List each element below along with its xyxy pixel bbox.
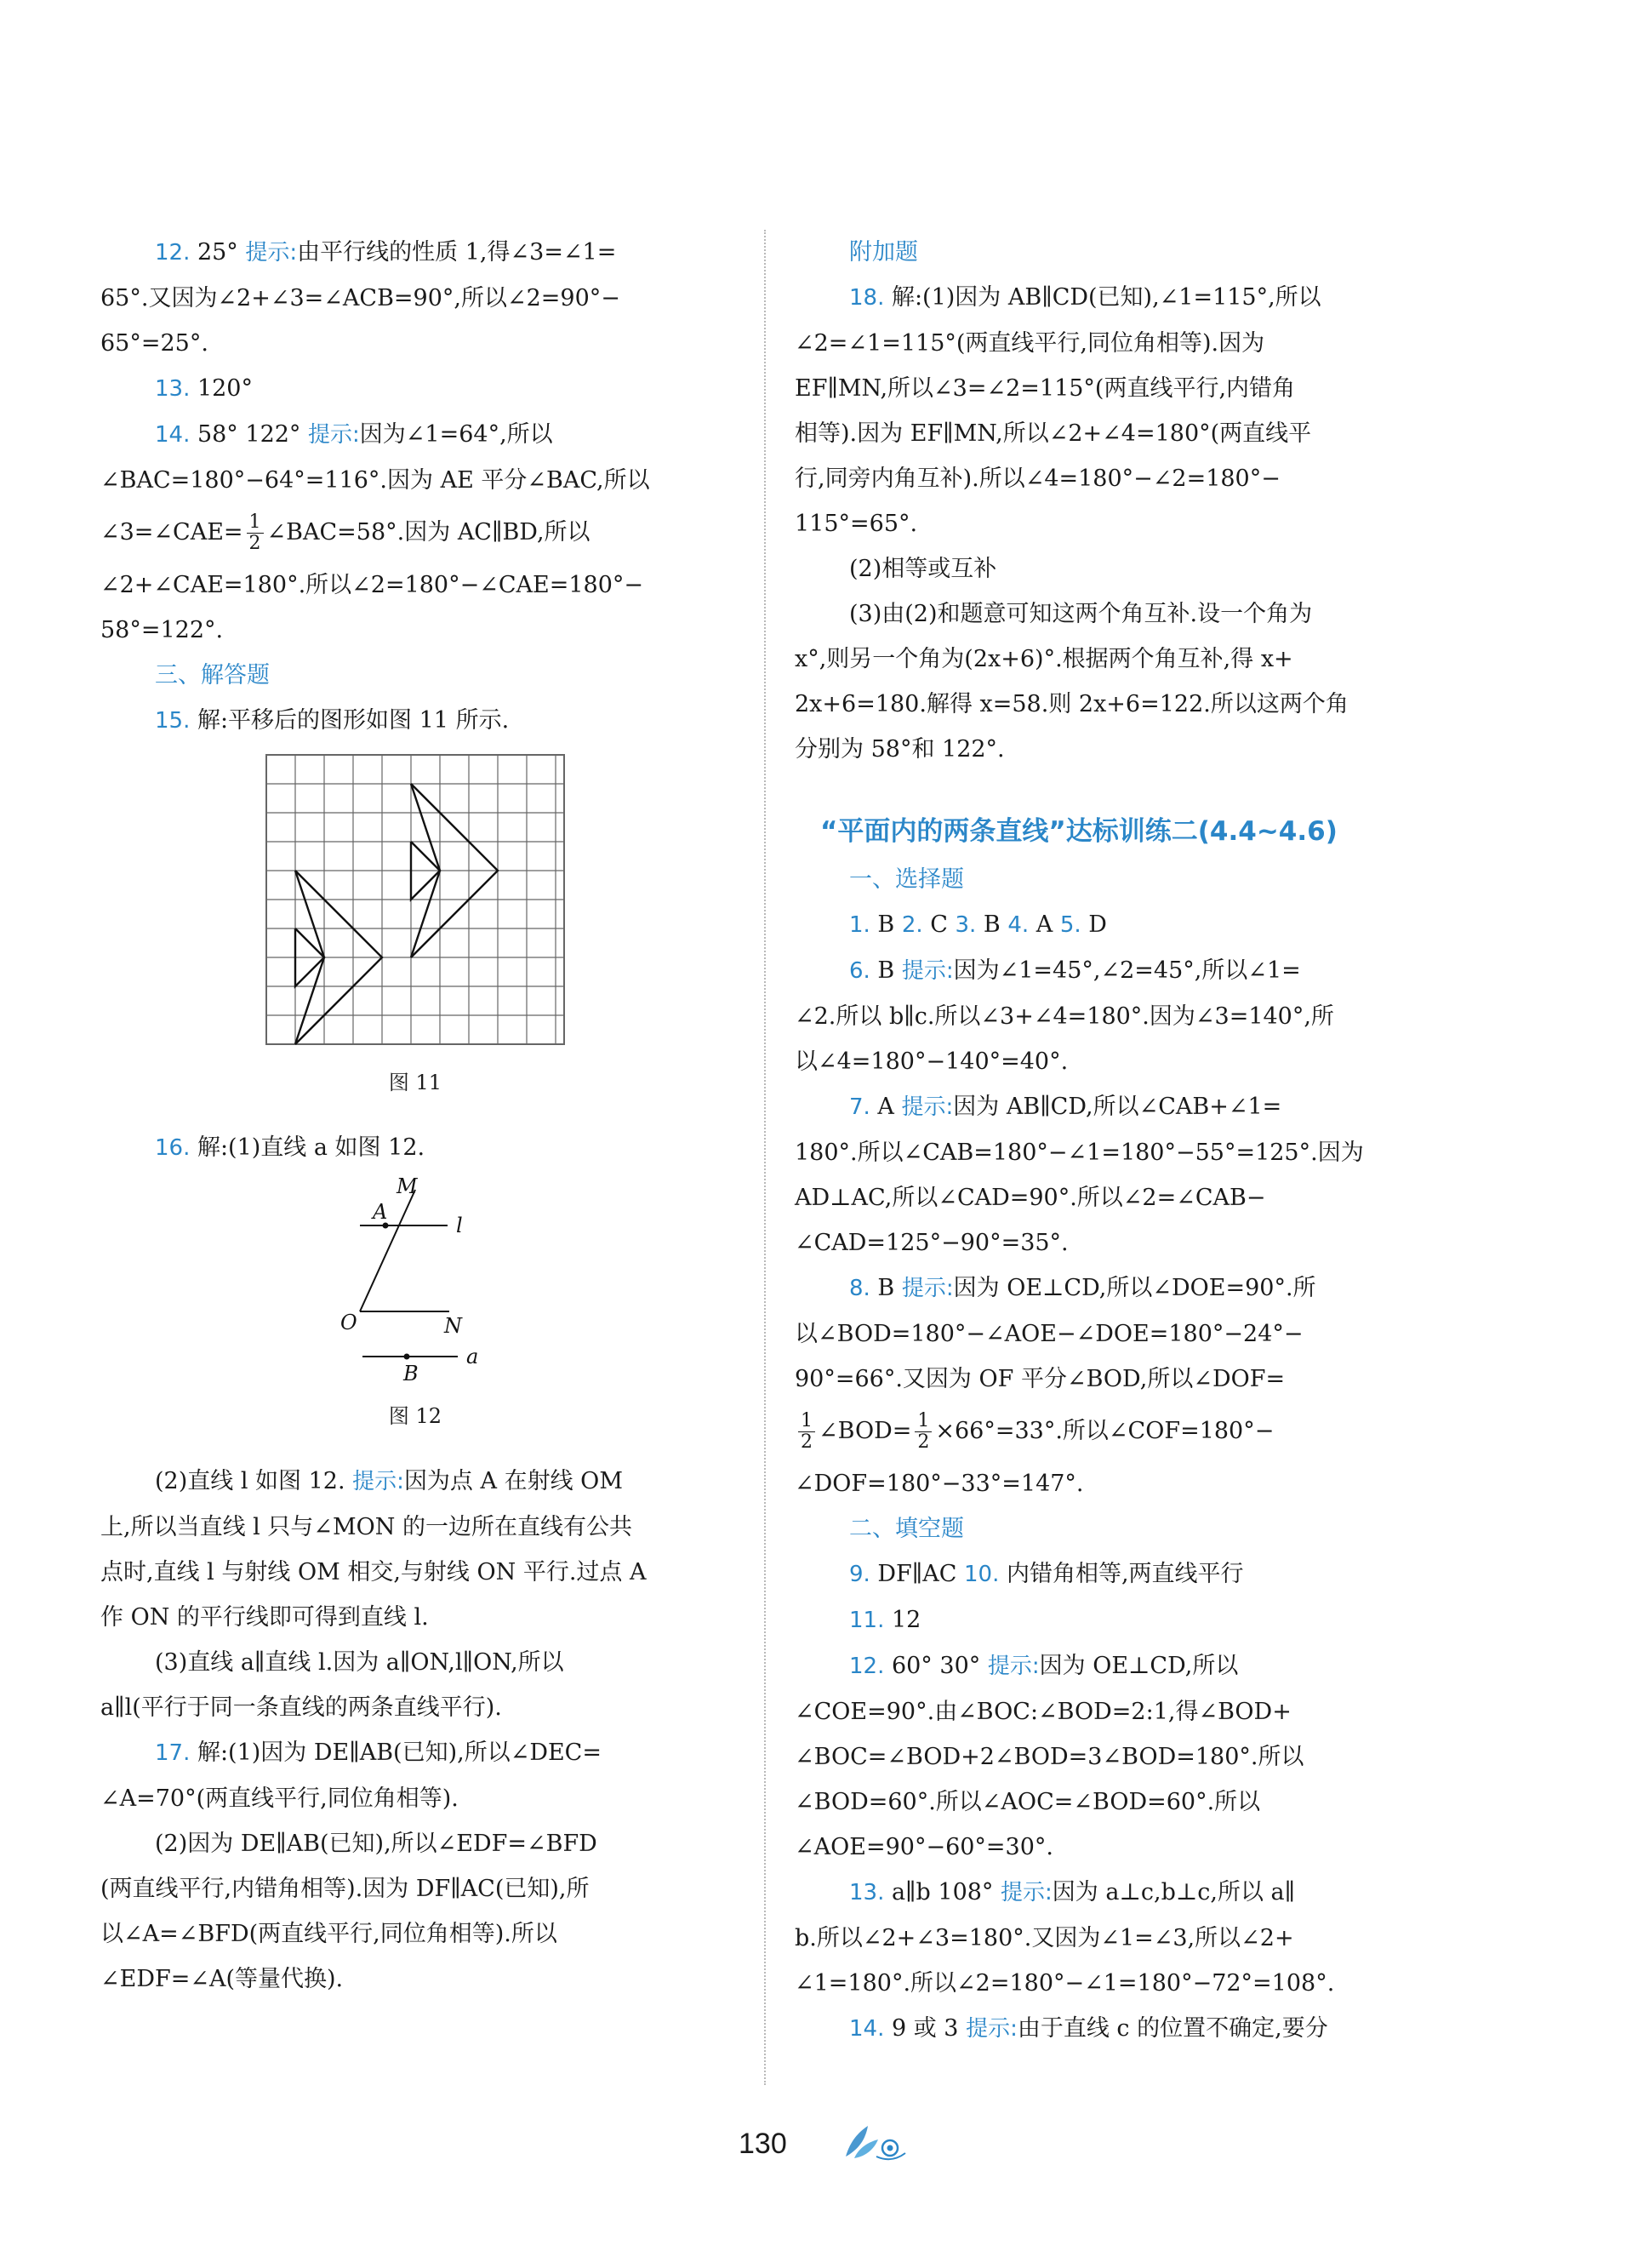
answer-r7-line4: ∠CAD=125°−90°=35°. [795, 1230, 1069, 1256]
grid-translation-figure [262, 751, 568, 1057]
answer-18-part3-line2: x°,则另一个角为(2x+6)°.根据两个角互补,得 x+ [795, 646, 1293, 672]
answer-18: 18. 解:(1)因为 AB∥CD(已知),∠1=115°,所以 [849, 284, 1321, 311]
choice-answers: 1. B 2. C 3. B 4. A 5. D [849, 911, 1107, 938]
section-heading-extra: 附加题 [849, 239, 918, 266]
section-heading-choice: 一、选择题 [849, 866, 964, 893]
answer-16-part3: (3)直线 a∥直线 l.因为 a∥ON,l∥ON,所以 [155, 1649, 564, 1676]
figure-12 [100, 1171, 730, 1396]
answer-r8-line2: 以∠BOD=180°−∠AOE−∠DOE=180°−24°− [795, 1321, 1304, 1347]
fraction-half: $\frac{1}{2}$ [247, 512, 264, 554]
answer-r8-line4: $\frac{1}{2}$ ∠BOD= $\frac{1}{2}$ ×66°=33°.所以∠COF=180°− [795, 1402, 1428, 1461]
answer-r8: 8. B 提示:因为 OE⊥CD,所以∠DOE=90°.所 [849, 1275, 1316, 1301]
section-title: “平面内的两条直线”达标训练二(4.4~4.6) [820, 816, 1338, 847]
answer-14-line4: ∠2+∠CAE=180°.所以∠2=180°−∠CAE=180°− [100, 572, 644, 598]
answer-18-line5: 行,同旁内角互补).所以∠4=180°−∠2=180°− [795, 466, 1281, 492]
fraction-half: $\frac{1}{2}$ [915, 1411, 932, 1453]
answer-15: 15. 解:平移后的图形如图 11 所示. [155, 707, 510, 734]
figure-12-caption: 图 12 [388, 1404, 442, 1428]
answer-12-line2: 65°.又因为∠2+∠3=∠ACB=90°,所以∠2=90°− [100, 285, 620, 311]
answer-12-line3: 65°=25°. [100, 330, 208, 357]
lines-figure [288, 1171, 543, 1392]
ray-om [360, 1190, 415, 1311]
label-m: M [397, 1174, 418, 1198]
answer-r8-line3: 90°=66°.又因为 OF 平分∠BOD,所以∠DOF= [795, 1366, 1286, 1392]
answer-16-part2-line3: 点时,直线 l 与射线 OM 相交,与射线 ON 平行.过点 A [100, 1559, 647, 1585]
answer-16-part2: (2)直线 l 如图 12. 提示:因为点 A 在射线 OM [155, 1468, 623, 1494]
answer-r12-line3: ∠BOC=∠BOD+2∠BOD=3∠BOD=180°.所以 [795, 1744, 1304, 1770]
answer-16: 16. 解:(1)直线 a 如图 12. [155, 1134, 425, 1161]
label-b: B [403, 1362, 419, 1385]
answer-r13-line3: ∠1=180°.所以∠2=180°−∠1=180°−72°=108°. [795, 1970, 1335, 1997]
right-column [795, 230, 1428, 2052]
answer-r12-line4: ∠BOD=60°.所以∠AOC=∠BOD=60°.所以 [795, 1789, 1261, 1815]
answer-18-part3: (3)由(2)和题意可知这两个角互补.设一个角为 [849, 601, 1313, 627]
answer-r6-line3: 以∠4=180°−140°=40°. [795, 1048, 1069, 1075]
answer-16-part2-line2: 上,所以当直线 l 只与∠MON 的一边所在直线有公共 [100, 1514, 632, 1540]
answer-r9-r10: 9. DF∥AC 10. 内错角相等,两直线平行 [849, 1561, 1244, 1587]
label-l: l [456, 1214, 463, 1237]
answer-r12-line5: ∠AOE=90°−60°=30°. [795, 1834, 1053, 1860]
answer-r7-line2: 180°.所以∠CAB=180°−∠1=180°−55°=125°.因为 [795, 1140, 1364, 1166]
answer-r14: 14. 9 或 3 提示:由于直线 c 的位置不确定,要分 [849, 2015, 1328, 2042]
point-b-dot [404, 1354, 410, 1360]
leaf-ornament-icon [842, 2122, 910, 2165]
label-o: O [340, 1311, 357, 1334]
figure-11-caption: 图 11 [388, 1071, 442, 1094]
label-a-point: A [373, 1200, 388, 1224]
answer-14: 14. 58° 122° 提示:因为∠1=64°,所以 [155, 421, 553, 448]
answer-16-part3-line2: a∥l(平行于同一条直线的两条直线平行). [100, 1694, 502, 1721]
column-divider [764, 230, 766, 2085]
page-number: 130 [739, 2128, 787, 2160]
answer-18-line2: ∠2=∠1=115°(两直线平行,同位角相等).因为 [795, 330, 1265, 357]
answer-13: 13. 120° [155, 375, 253, 402]
answer-18-line4: 相等).因为 EF∥MN,所以∠2+∠4=180°(两直线平 [795, 420, 1312, 447]
answer-18-part2: (2)相等或互补 [849, 556, 997, 582]
answer-16-part2-line4: 作 ON 的平行线即可得到直线 l. [100, 1604, 429, 1631]
section-heading-solve: 三、解答题 [155, 662, 270, 688]
answer-r13-line2: b.所以∠2+∠3=180°.又因为∠1=∠3,所以∠2+ [795, 1925, 1294, 1951]
label-a-line: a [466, 1345, 479, 1368]
answer-r6: 6. B 提示:因为∠1=45°,∠2=45°,所以∠1= [849, 957, 1301, 984]
answer-17-part2-line2: (两直线平行,内错角相等).因为 DF∥AC(已知),所 [100, 1876, 590, 1902]
answer-r12-line2: ∠COE=90°.由∠BOC:∠BOD=2:1,得∠BOD+ [795, 1699, 1292, 1725]
answer-r6-line2: ∠2.所以 b∥c.所以∠3+∠4=180°.因为∠3=140°,所 [795, 1003, 1334, 1030]
answer-12: 12. 25° 提示:由平行线的性质 1,得∠3=∠1= [155, 239, 617, 266]
left-column [100, 230, 730, 2002]
answer-18-line6: 115°=65°. [795, 511, 918, 537]
answer-18-part3-line4: 分别为 58°和 122°. [795, 736, 1005, 763]
answer-18-part3-line3: 2x+6=180.解得 x=58.则 2x+6=122.所以这两个角 [795, 691, 1349, 717]
answer-18-line3: EF∥MN,所以∠3=∠2=115°(两直线平行,内错角 [795, 375, 1296, 402]
answer-17-line2: ∠A=70°(两直线平行,同位角相等). [100, 1785, 459, 1812]
answer-17-part2-line4: ∠EDF=∠A(等量代换). [100, 1966, 344, 1992]
answer-17-part2: (2)因为 DE∥AB(已知),所以∠EDF=∠BFD [155, 1831, 597, 1857]
answer-17: 17. 解:(1)因为 DE∥AB(已知),所以∠DEC= [155, 1740, 602, 1766]
answer-r12: 12. 60° 30° 提示:因为 OE⊥CD,所以 [849, 1653, 1239, 1679]
answer-r11: 11. 12 [849, 1607, 921, 1633]
section-heading-fill: 二、填空题 [849, 1516, 964, 1542]
answer-r7: 7. A 提示:因为 AB∥CD,所以∠CAB+∠1= [849, 1094, 1282, 1120]
answer-r13: 13. a∥b 108° 提示:因为 a⊥c,b⊥c,所以 a∥ [849, 1879, 1296, 1905]
answer-14-line5: 58°=122°. [100, 617, 224, 643]
fraction-half: $\frac{1}{2}$ [798, 1411, 815, 1453]
figure-11 [100, 751, 730, 1060]
answer-r8-line5: ∠DOF=180°−33°=147°. [795, 1471, 1084, 1497]
label-n: N [444, 1314, 462, 1338]
answer-r7-line3: AD⊥AC,所以∠CAD=90°.所以∠2=∠CAB− [795, 1185, 1266, 1211]
answer-14-line3: ∠3=∠CAE= $\frac{1}{2}$ ∠BAC=58°.因为 AC∥BD,所以 [100, 511, 590, 554]
answer-14-line2: ∠BAC=180°−64°=116°.因为 AE 平分∠BAC,所以 [100, 467, 650, 494]
answer-17-part2-line3: 以∠A=∠BFD(两直线平行,同位角相等).所以 [100, 1921, 557, 1947]
